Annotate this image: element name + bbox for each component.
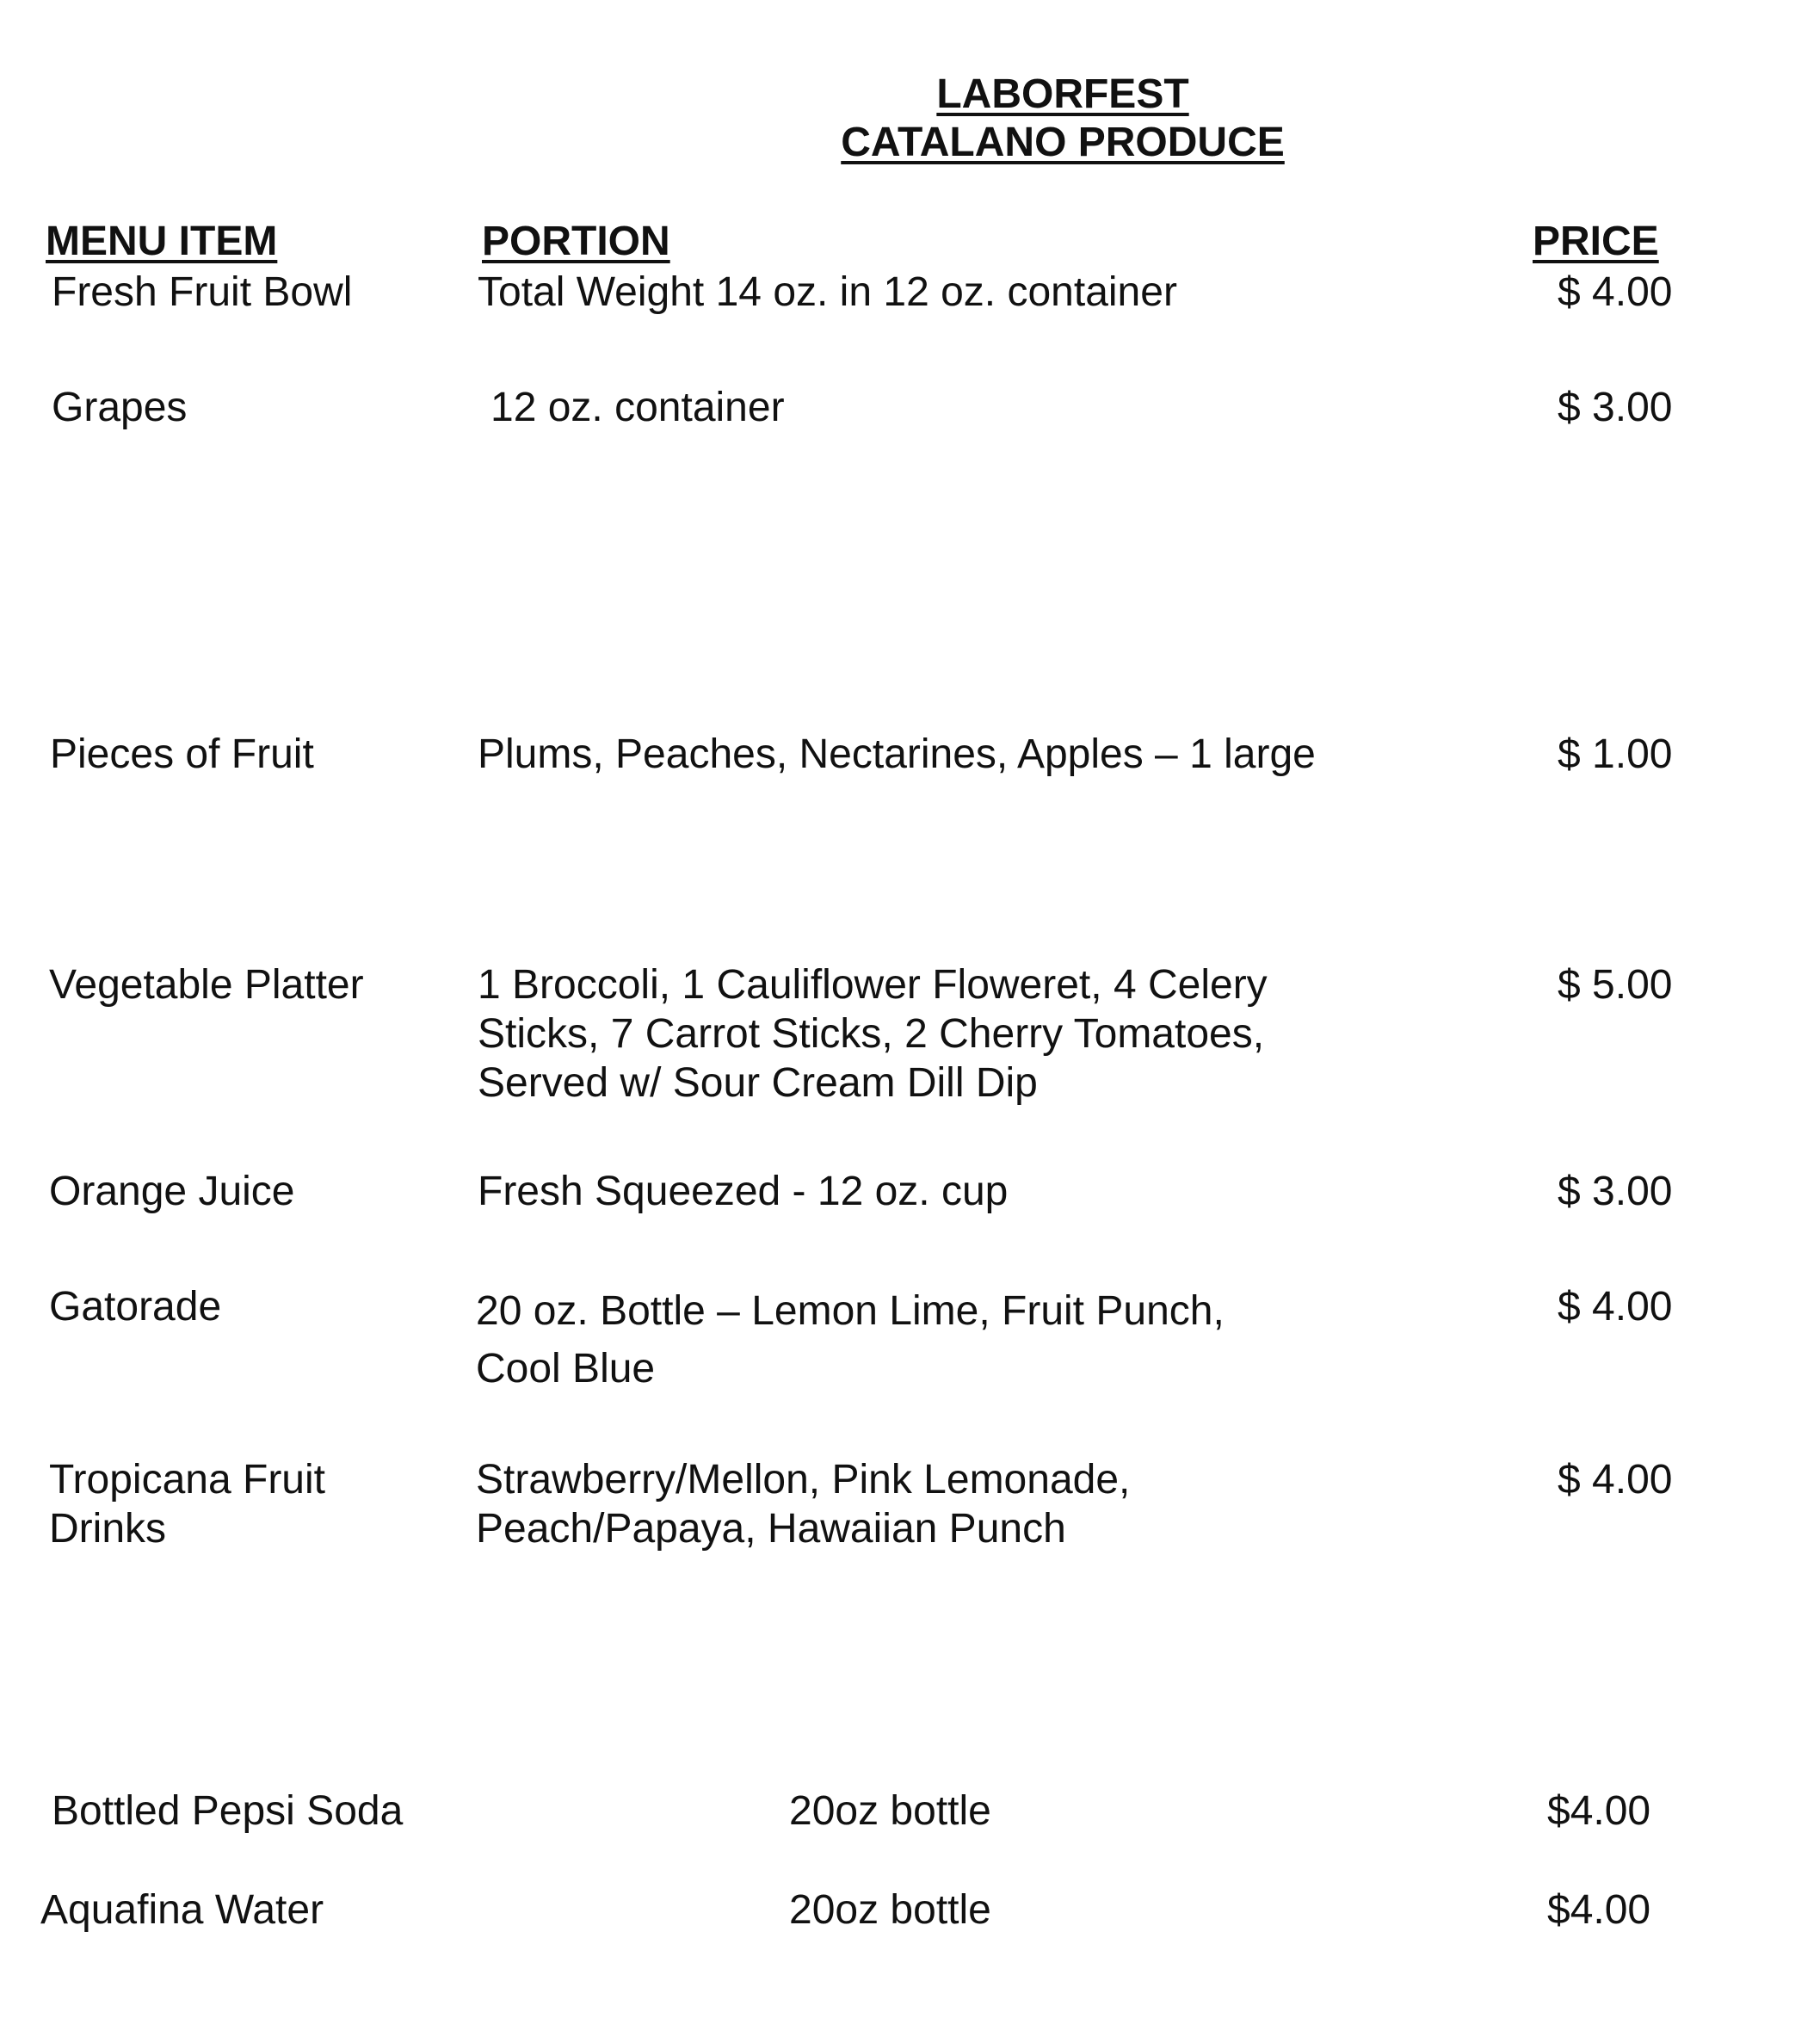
menu-item-name-line: Pieces of Fruit (50, 731, 314, 777)
menu-item-name (50, 730, 314, 779)
menu-item-portion-line: 20oz bottle (789, 1788, 991, 1834)
menu-item-portion-line: Sticks, 7 Carrot Sticks, 2 Cherry Tomatoes, (478, 1011, 1265, 1057)
menu-item-name (49, 1455, 325, 1553)
menu-item-portion (476, 1282, 1225, 1398)
menu-item-portion-line: Fresh Squeezed - 12 oz. cup (478, 1169, 1009, 1214)
menu-item-portion-line: Strawberry/Mellon, Pink Lemonade, (476, 1457, 1131, 1503)
menu-item-portion-line: Served w/ Sour Cream Dill Dip (478, 1060, 1038, 1106)
menu-item-price: $ 4.00 (1558, 269, 1673, 315)
menu-item-portion-line: 1 Broccoli, 1 Cauliflower Floweret, 4 Celery (478, 962, 1268, 1008)
menu-item-portion (789, 1885, 991, 1935)
column-header-menu-item: MENU ITEM (46, 219, 278, 264)
menu-item-name (49, 960, 364, 1009)
menu-item-price: $ 3.00 (1558, 385, 1673, 430)
column-header-portion: PORTION (482, 219, 670, 264)
menu-item-name-line: Fresh Fruit Bowl (52, 269, 353, 315)
menu-item-portion-line: Cool Blue (476, 1346, 656, 1392)
menu-item-name (40, 1885, 324, 1935)
menu-item-name-line: Drinks (49, 1506, 167, 1552)
menu-item-name-line: Grapes (52, 385, 188, 430)
menu-item-name-line: Orange Juice (49, 1169, 295, 1214)
menu-item-portion (478, 730, 1316, 779)
menu-item-portion (478, 960, 1268, 1108)
column-header-price: PRICE (1533, 219, 1659, 264)
menu-item-price: $4.00 (1547, 1788, 1651, 1834)
menu-item-name-line: Gatorade (49, 1284, 222, 1330)
menu-item-portion-line: 20 oz. Bottle – Lemon Lime, Fruit Punch, (476, 1288, 1225, 1334)
menu-item-portion-line: Total Weight 14 oz. in 12 oz. container (478, 269, 1177, 315)
menu-item-price: $4.00 (1547, 1887, 1651, 1933)
menu-item-name-line: Tropicana Fruit (49, 1457, 325, 1503)
menu-item-name (49, 1167, 295, 1216)
menu-item-portion (490, 383, 785, 432)
menu-item-portion (476, 1455, 1130, 1553)
menu-item-name-line: Bottled Pepsi Soda (52, 1788, 404, 1834)
menu-item-portion (478, 268, 1177, 317)
menu-item-portion (789, 1786, 991, 1836)
menu-item-price: $ 3.00 (1558, 1169, 1673, 1214)
menu-item-price: $ 5.00 (1558, 962, 1673, 1008)
menu-item-price: $ 4.00 (1558, 1457, 1673, 1503)
menu-item-portion-line: 12 oz. container (490, 385, 785, 430)
menu-item-name (52, 268, 352, 317)
menu-item-name-line: Aquafina Water (40, 1887, 324, 1933)
menu-item-portion-line: 20oz bottle (789, 1887, 991, 1933)
menu-item-price: $ 1.00 (1558, 731, 1673, 777)
menu-item-portion (478, 1167, 1008, 1216)
menu-item-portion-line: Plums, Peaches, Nectarines, Apples – 1 large (478, 731, 1316, 777)
menu-item-name (49, 1282, 221, 1331)
menu-item-name (52, 383, 187, 432)
menu-item-price: $ 4.00 (1558, 1284, 1673, 1330)
menu-item-portion-line: Peach/Papaya, Hawaiian Punch (476, 1506, 1066, 1552)
menu-item-name-line: Vegetable Platter (49, 962, 364, 1008)
menu-item-name (52, 1786, 403, 1836)
title-vendor: CATALANO PRODUCE (841, 120, 1285, 165)
title-event: LABORFEST (936, 71, 1189, 117)
